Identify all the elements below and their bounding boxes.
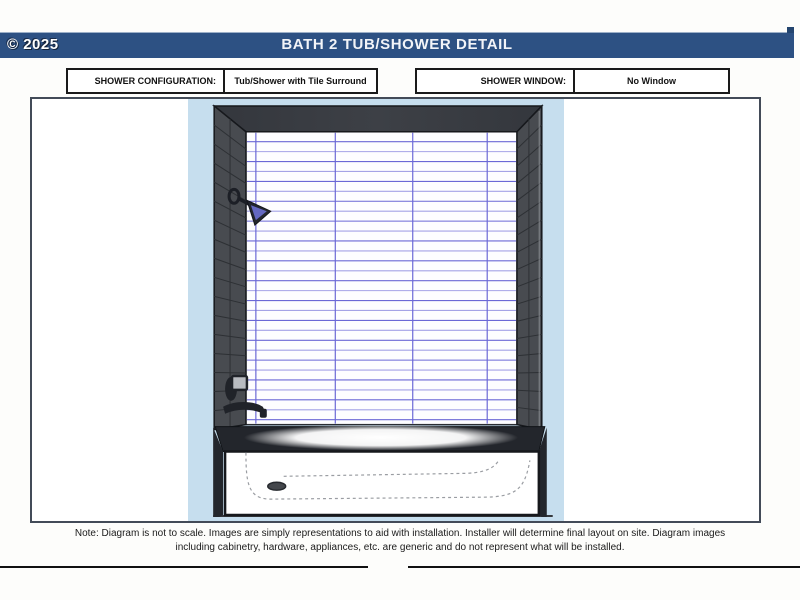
disclaimer-note xyxy=(0,527,800,555)
shower-window-value: No Window xyxy=(627,76,676,86)
bottom-rule-right xyxy=(408,566,800,568)
shower-top-band xyxy=(214,106,542,132)
header-notch xyxy=(787,27,794,33)
header-bar xyxy=(0,32,794,58)
bathtub xyxy=(213,425,553,517)
diagram-background xyxy=(188,99,564,521)
bottom-rule-left xyxy=(0,566,368,568)
tub-drain xyxy=(268,482,286,490)
tile-wall xyxy=(246,132,517,425)
copyright-text: © 2025 xyxy=(7,36,59,53)
shower-configuration-value: Tub/Shower with Tile Surround xyxy=(234,76,367,86)
shower-window-field xyxy=(415,68,730,94)
diagram-panel xyxy=(30,97,761,523)
shower-window-label: SHOWER WINDOW: xyxy=(417,70,575,92)
shower-configuration-field xyxy=(66,68,378,94)
disclaimer-line-1: Note: Diagram is not to scale. Images are simply representations to aid with installation. Installer will determine final layout on site. Diagram images xyxy=(74,528,726,539)
right-tiled-wall xyxy=(517,106,542,430)
shower-diagram xyxy=(188,99,564,517)
page-title: BATH 2 TUB/SHOWER DETAIL xyxy=(281,36,513,53)
disclaimer-line-2: including cabinetry, hardware, appliances, etc. are generic and do not represent what will be installed. xyxy=(175,542,625,553)
shower-configuration-label: SHOWER CONFIGURATION: xyxy=(68,70,225,92)
